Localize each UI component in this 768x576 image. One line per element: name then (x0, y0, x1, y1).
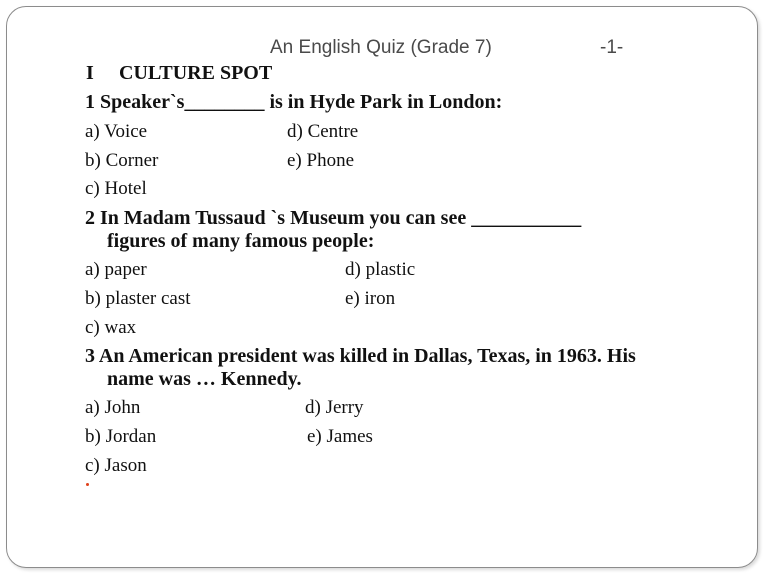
question-3-option-d: d) Jerry (305, 397, 364, 418)
question-3-option-c: c) Jason (85, 455, 147, 476)
question-1-option-d: d) Centre (287, 121, 359, 142)
question-2-option-d: d) plastic (345, 259, 416, 280)
question-2-text-line-2: figures of many famous people: (107, 230, 375, 252)
section-number: I (86, 62, 94, 84)
question-1-option-c: c) Hotel (85, 178, 147, 199)
question-3-option-a: a) John (85, 397, 141, 418)
page-number: -1- (600, 37, 624, 58)
question-3-option-e: e) James (307, 426, 373, 447)
question-1-text: 1 Speaker`s________ is in Hyde Park in London: (85, 91, 503, 113)
question-2-text-line-1: 2 In Madam Tussaud `s Museum you can see ___________ (85, 207, 582, 229)
question-2-option-c: c) wax (85, 317, 137, 338)
bullet-dot (86, 483, 89, 486)
question-3-option-b: b) Jordan (85, 426, 157, 447)
question-3-text-line-1: 3 An American president was killed in Dallas, Texas, in 1963. His (85, 345, 636, 367)
section-title: CULTURE SPOT (119, 62, 273, 84)
question-2-option-b: b) plaster cast (85, 288, 191, 309)
quiz-title: An English Quiz (Grade 7) (270, 37, 492, 58)
question-3-text-line-2: name was … Kennedy. (107, 368, 302, 390)
question-2-option-a: a) paper (85, 259, 147, 280)
question-1-option-e: e) Phone (287, 150, 355, 171)
question-1-option-a: a) Voice (85, 121, 148, 142)
question-2-option-e: e) iron (345, 288, 396, 309)
question-1-option-b: b) Corner (85, 150, 159, 171)
